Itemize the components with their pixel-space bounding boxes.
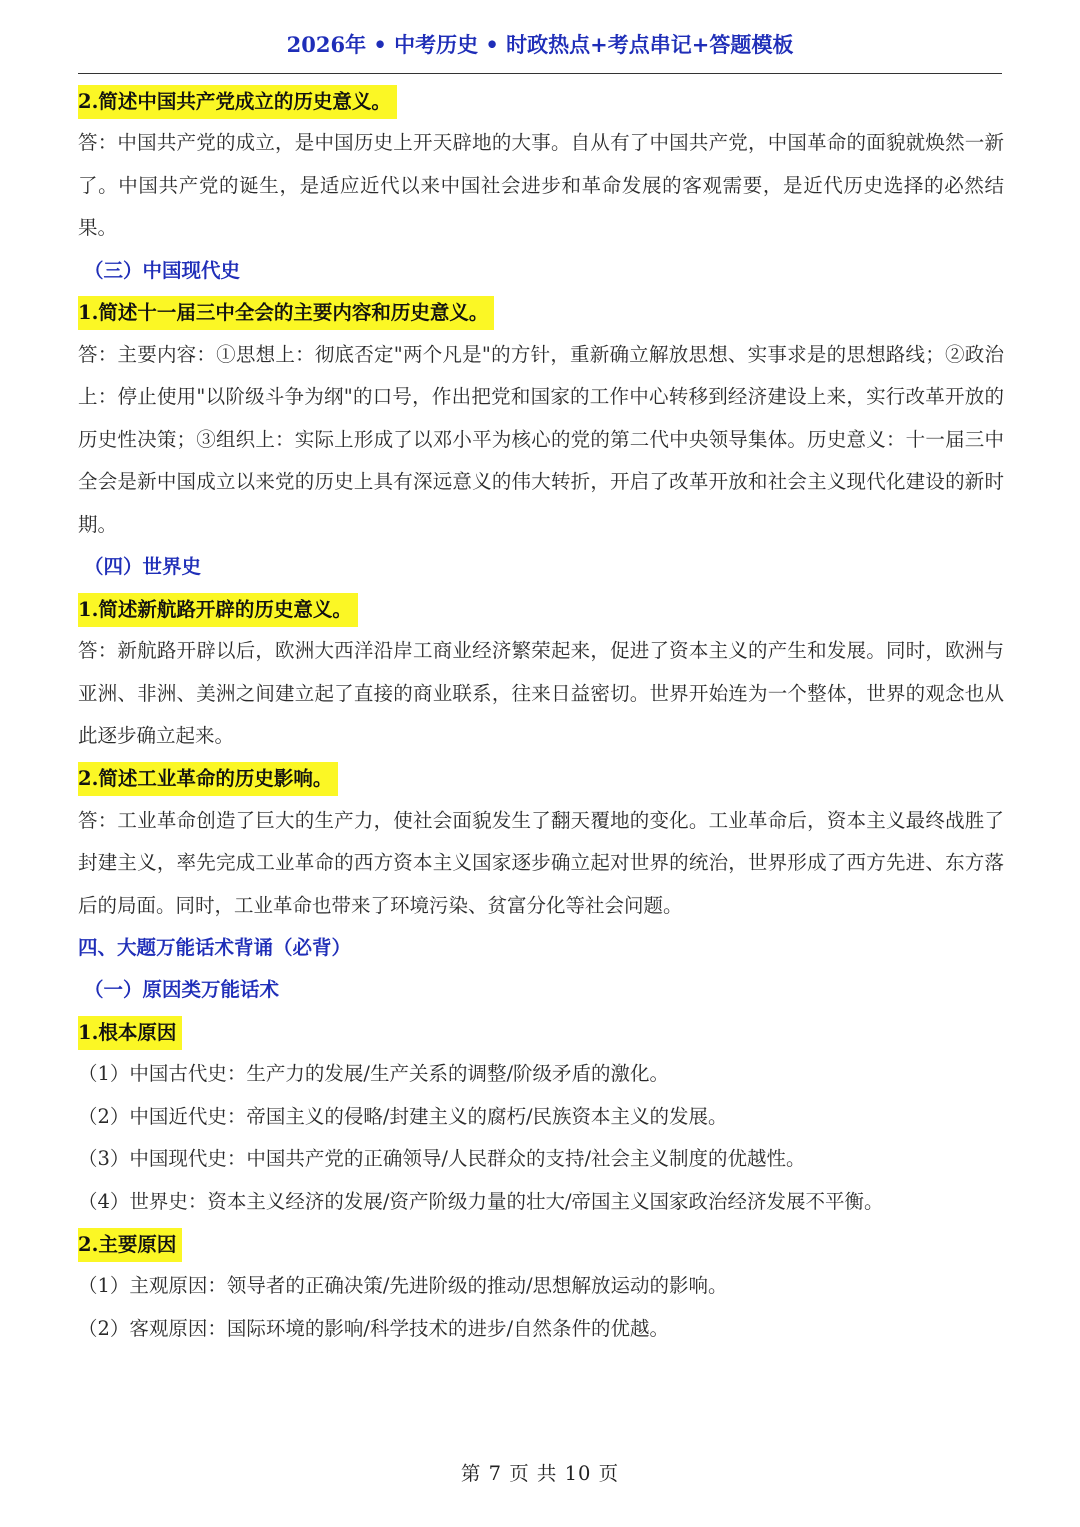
list-item: （1）中国古代史：生产力的发展/生产关系的调整/阶级矛盾的激化。 [78,1062,670,1085]
page-header [78,28,1002,74]
list-item: （2）中国近代史：帝国主义的侵略/封建主义的腐朽/民族资本主义的发展。 [78,1104,728,1128]
section-heading: （三）中国现代史 [84,258,241,282]
answer-paragraph: 答：工业革命创造了巨大的生产力，使社会面貌发生了翻天覆地的变化。工业革命后，资本主义最终战胜了封建主义，率先完成工业革命的西方资本主义国家逐步确立起对世界的统治，世界形成了西方先进、东方落后的局面。同时，工业革命也带来了环境污染、贫富分化等社会问题。 [78,808,1004,917]
chapter-heading: 四、大题万能话术背诵（必背） [78,936,352,959]
list-item: （2）客观原因：国际环境的影响/科学技术的进步/自然条件的优越。 [78,1316,670,1340]
list-item: （4）世界史：资本主义经济的发展/资产阶级力量的壮大/帝国主义国家政治经济发展不平衡。 [78,1189,884,1213]
question-heading: 1.简述新航路开辟的历史意义。 [78,588,1004,630]
question-heading: 2.主要原因 [78,1223,1004,1265]
list-item: （1）主观原因：领导者的正确决策/先进阶级的推动/思想解放运动的影响。 [78,1274,728,1297]
question-heading: 1.简述十一届三中全会的主要内容和历史意义。 [78,292,1004,334]
answer-paragraph: 答：中国共产党的成立，是中国历史上开天辟地的大事。自从有了中国共产党，中国革命的面貌就焕然一新了。中国共产党的诞生，是适应近代以来中国社会进步和革命发展的客观需要，是近代历史选择的必然结果。 [78,131,1004,239]
question-heading: 2.简述工业革命的历史影响。 [78,758,1004,800]
section-heading: （一）原因类万能话术 [84,978,280,1001]
section-heading: （四）世界史 [84,555,202,578]
answer-paragraph: 答：主要内容：①思想上：彻底否定"两个凡是"的方针，重新确立解放思想、实事求是的思想路线；②政治上：停止使用"以阶级斗争为纲"的口号，作出把党和国家的工作中心转移到经济建设上来，实行改革开放的历史性决策；③组织上：实际上形成了以邓小平为核心的党的第二代中央领导集体。历史意义：十一届三中全会是新中国成立以来党的历史上具有深远意义的伟大转折，开启了改革开放和社会主义现代化建设的新时期。 [78,342,1004,536]
question-heading: 2.简述中国共产党成立的历史意义。 [78,80,1004,122]
answer-paragraph: 答：新航路开辟以后，欧洲大西洋沿岸工商业经济繁荣起来，促进了资本主义的产生和发展。同时，欧洲与亚洲、非洲、美洲之间建立起了直接的商业联系，往来日益密切。世界开始连为一个整体，世界的观念也从此逐步确立起来。 [78,639,1004,747]
page-number: 第 7 页 共 10 页 [460,1462,620,1485]
document-body [78,80,1004,1350]
question-heading: 1.根本原因 [78,1011,1004,1053]
list-item: （3）中国现代史：中国共产党的正确领导/人民群众的支持/社会主义制度的优越性。 [78,1147,806,1170]
document-title: 2026年 • 中考历史 • 时政热点+考点串记+答题模板 [286,32,794,57]
